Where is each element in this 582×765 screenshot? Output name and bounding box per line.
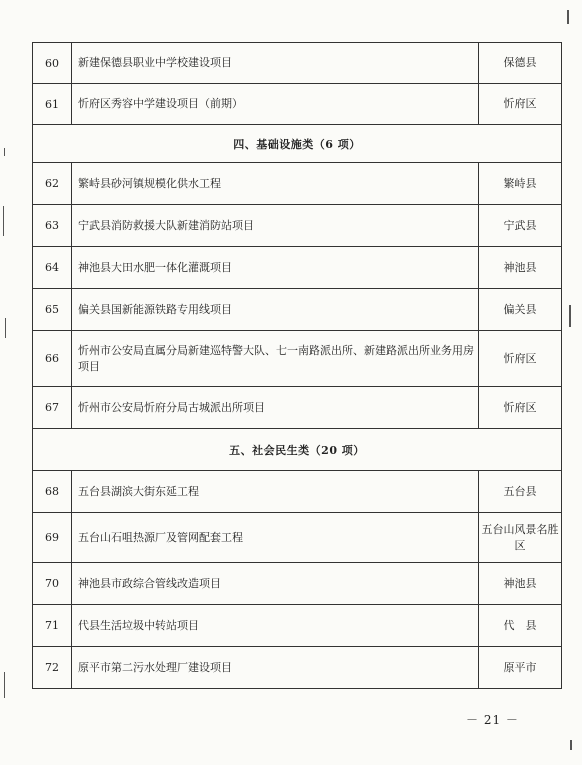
table-row [33, 43, 562, 84]
project-name: 代县生活垃圾中转站项目 [72, 605, 479, 647]
project-name: 忻府区秀容中学建设项目（前期） [72, 84, 479, 125]
category-label: 四、基础设施类（6 项） [33, 125, 562, 163]
project-name: 神池县市政综合管线改造项目 [72, 563, 479, 605]
table-row [33, 331, 562, 387]
project-location: 神池县 [479, 247, 562, 289]
project-name: 繁峙县砂河镇规模化供水工程 [72, 163, 479, 205]
table-row [33, 247, 562, 289]
project-location: 原平市 [479, 647, 562, 689]
project-location: 宁武县 [479, 205, 562, 247]
project-location: 五台山风景名胜区 [479, 513, 562, 563]
project-location: 神池县 [479, 563, 562, 605]
row-number: 72 [33, 647, 72, 689]
project-name: 原平市第二污水处理厂建设项目 [72, 647, 479, 689]
row-number: 66 [33, 331, 72, 387]
table-row [33, 163, 562, 205]
project-name: 忻州市公安局直属分局新建巡特警大队、七一南路派出所、新建路派出所业务用房项目 [72, 331, 479, 387]
project-name: 五台山石咀热源厂及管网配套工程 [72, 513, 479, 563]
row-number: 71 [33, 605, 72, 647]
project-name: 宁武县消防救援大队新建消防站项目 [72, 205, 479, 247]
row-number: 70 [33, 563, 72, 605]
project-location: 保德县 [479, 43, 562, 84]
row-number: 62 [33, 163, 72, 205]
category-row [33, 429, 562, 471]
row-number: 69 [33, 513, 72, 563]
category-row [33, 125, 562, 163]
row-number: 63 [33, 205, 72, 247]
table-row [33, 205, 562, 247]
project-name: 神池县大田水肥一体化灌溉项目 [72, 247, 479, 289]
row-number: 64 [33, 247, 72, 289]
project-name: 偏关县国新能源铁路专用线项目 [72, 289, 479, 331]
project-location: 代 县 [479, 605, 562, 647]
row-number: 68 [33, 471, 72, 513]
table-row [33, 471, 562, 513]
project-table [32, 42, 562, 689]
project-location: 繁峙县 [479, 163, 562, 205]
project-location: 忻府区 [479, 387, 562, 429]
row-number: 60 [33, 43, 72, 84]
project-name: 新建保德县职业中学校建设项目 [72, 43, 479, 84]
project-name: 五台县湖滨大街东延工程 [72, 471, 479, 513]
row-number: 67 [33, 387, 72, 429]
table-row [33, 605, 562, 647]
project-location: 忻府区 [479, 331, 562, 387]
project-name: 忻州市公安局忻府分局古城派出所项目 [72, 387, 479, 429]
table-row [33, 289, 562, 331]
table-row [33, 513, 562, 563]
row-number: 65 [33, 289, 72, 331]
table-row [33, 84, 562, 125]
table-row [33, 647, 562, 689]
page-number: － 21 － [466, 713, 519, 727]
table-row [33, 387, 562, 429]
table-row [33, 563, 562, 605]
row-number: 61 [33, 84, 72, 125]
category-label: 五、社会民生类（20 项） [33, 429, 562, 471]
project-location: 五台县 [479, 471, 562, 513]
project-location: 偏关县 [479, 289, 562, 331]
project-location: 忻府区 [479, 84, 562, 125]
